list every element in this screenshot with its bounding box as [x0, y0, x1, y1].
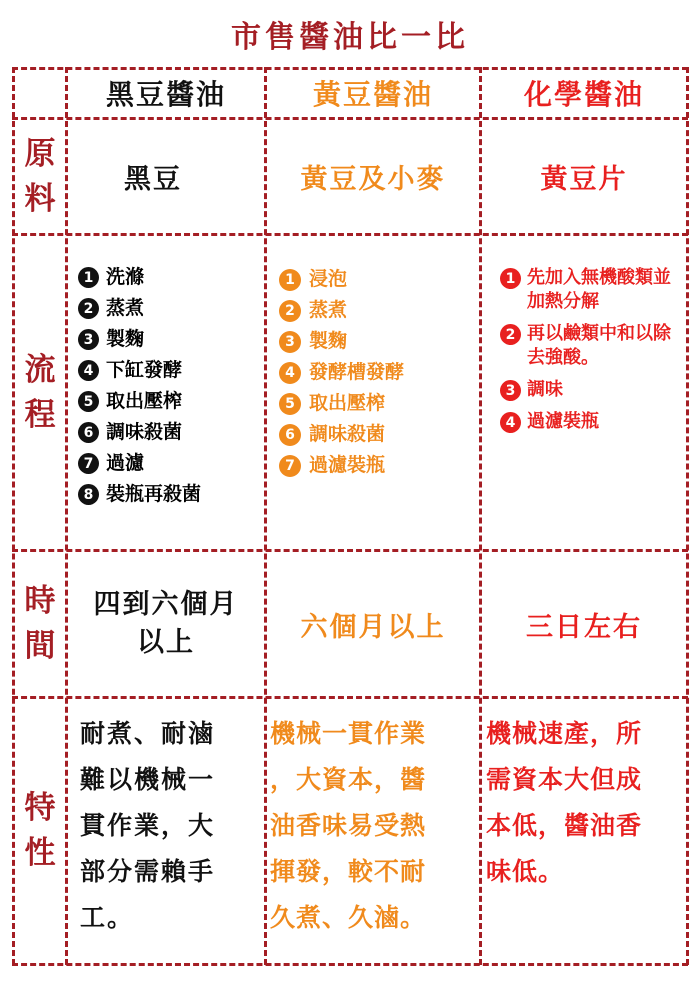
step-number-icon: 2 [78, 298, 99, 319]
step-number-icon: 4 [78, 360, 99, 381]
process-steps-black [78, 266, 201, 514]
list-item: 6 調味殺菌 [78, 421, 201, 452]
list-item: 2 蒸煮 [279, 299, 404, 330]
text-line: 工。 [80, 903, 135, 932]
row-label-char: 程 [24, 396, 56, 433]
text-line: 機械速產，所 [486, 719, 643, 748]
text-line: 味低。 [486, 857, 565, 886]
step-number-icon: 1 [279, 269, 301, 291]
text-line: 久煮、久滷。 [270, 903, 427, 932]
row-label-char: 性 [24, 835, 56, 871]
row-label-feature [15, 699, 65, 963]
header-yellow-soy: 黃豆醬油 [312, 78, 433, 111]
list-item: 3 製麴 [279, 330, 404, 361]
list-item: 5 取出壓榨 [78, 390, 201, 421]
process-steps-chemical [500, 266, 679, 442]
table-border-right [686, 67, 689, 965]
row-label-char: 原 [24, 135, 56, 172]
row-label-char: 時 [24, 583, 56, 620]
row-label-char: 特 [24, 790, 56, 827]
row-label-char: 間 [24, 628, 56, 664]
text-line: 難以機械一 [80, 765, 216, 794]
list-item: 6 調味殺菌 [279, 423, 404, 454]
step-number-icon: 1 [78, 267, 99, 288]
list-item: 1 洗滌 [78, 266, 201, 297]
list-item: 3 製麴 [78, 328, 201, 359]
step-number-icon: 2 [500, 324, 521, 345]
time-chemical: 三日左右 [526, 611, 642, 643]
list-item: 7 過濾 [78, 452, 201, 483]
text-line: 油香味易受熱 [270, 811, 427, 840]
step-number-icon: 5 [279, 393, 301, 415]
list-item: 4 下缸發酵 [78, 359, 201, 390]
step-number-icon: 4 [279, 362, 301, 384]
step-number-icon: 4 [500, 412, 521, 433]
step-number-icon: 1 [500, 268, 521, 289]
text-line: 機械一貫作業 [270, 719, 427, 748]
time-black-line: 以上 [137, 627, 195, 658]
row-label-material [15, 120, 65, 233]
material-chemical: 黃豆片 [540, 164, 628, 195]
list-item: 4 發酵槽發酵 [279, 361, 404, 392]
table-divider-time [12, 696, 688, 699]
step-number-icon: 6 [279, 424, 301, 446]
text-line: 貫作業，大 [80, 811, 216, 840]
text-line: 揮發，較不耐 [270, 857, 427, 886]
time-black [68, 552, 264, 696]
feature-yellow [270, 711, 478, 941]
step-number-icon: 3 [279, 331, 301, 353]
step-number-icon: 8 [78, 484, 99, 505]
text-line: ，大資本，醬 [270, 765, 427, 794]
header-black-soy: 黑豆醬油 [105, 78, 226, 111]
time-yellow: 六個月以上 [300, 611, 446, 643]
list-item: 4 過濾裝瓶 [500, 410, 679, 434]
step-number-icon: 5 [78, 391, 99, 412]
step-number-icon: 6 [78, 422, 99, 443]
material-black: 黑豆 [124, 164, 182, 195]
table-divider-material [12, 233, 688, 236]
list-item: 8 裝瓶再殺菌 [78, 483, 201, 514]
text-line: 本低，醬油香 [486, 811, 643, 840]
row-label-process [15, 236, 65, 549]
header-chemical: 化學醬油 [523, 78, 644, 111]
material-yellow: 黃豆及小麥 [300, 164, 446, 195]
list-item: 3 調味 [500, 378, 679, 402]
row-label-char: 流 [24, 351, 56, 388]
text-line: 需資本大但成 [486, 765, 643, 794]
step-number-icon: 2 [279, 300, 301, 322]
time-black-line: 四到六個月 [93, 589, 239, 620]
process-steps-yellow [279, 268, 404, 485]
step-number-icon: 3 [500, 380, 521, 401]
list-item: 1 先加入無機酸類並加熱分解 [500, 266, 679, 314]
step-number-icon: 7 [279, 455, 301, 477]
feature-black [80, 711, 260, 941]
list-item: 1 浸泡 [279, 268, 404, 299]
page-title: 市售醬油比一比 [231, 20, 469, 55]
list-item: 5 取出壓榨 [279, 392, 404, 423]
step-number-icon: 7 [78, 453, 99, 474]
text-line: 耐煮、耐滷 [80, 719, 216, 748]
row-label-time [15, 552, 65, 696]
text-line: 部分需賴手 [80, 857, 216, 886]
list-item: 2 蒸煮 [78, 297, 201, 328]
list-item: 7 過濾裝瓶 [279, 454, 404, 485]
list-item: 2 再以鹼類中和以除去強酸。 [500, 322, 679, 370]
feature-chemical [486, 711, 684, 895]
row-label-char: 料 [24, 180, 56, 217]
table-border-bottom [12, 963, 688, 966]
step-number-icon: 3 [78, 329, 99, 350]
